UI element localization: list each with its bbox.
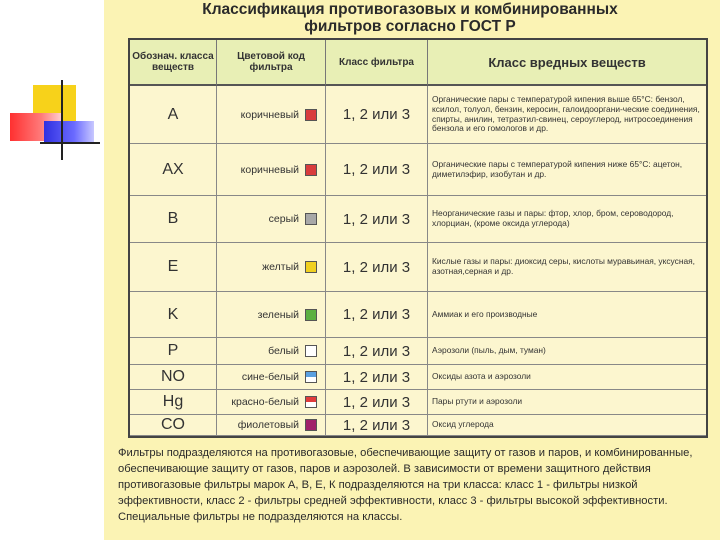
color-swatch	[305, 371, 317, 383]
filter-class: 1, 2 или 3	[326, 144, 428, 195]
color-name: белый	[268, 345, 299, 357]
color-name: коричневый	[240, 163, 299, 176]
color-name: сине-белый	[241, 371, 299, 383]
color-code-cell	[217, 292, 326, 337]
color-code-cell	[217, 365, 326, 389]
substance-code: A	[130, 86, 217, 143]
color-name: зеленый	[257, 308, 299, 321]
substance-code: B	[130, 196, 217, 242]
filter-class: 1, 2 или 3	[326, 390, 428, 414]
substance-code: E	[130, 243, 217, 291]
table-row	[130, 86, 706, 144]
color-swatch	[305, 419, 317, 431]
color-name: желтый	[262, 261, 299, 273]
substance-code: K	[130, 292, 217, 337]
filter-class: 1, 2 или 3	[326, 292, 428, 337]
decor-blue-bar	[44, 121, 94, 143]
color-code-cell	[217, 415, 326, 435]
substance-code: P	[130, 338, 217, 364]
substance-code: NO	[130, 365, 217, 389]
substance-description: Аммиак и его производные	[432, 308, 538, 319]
header-filter-class: Класс фильтра	[326, 40, 428, 86]
table-row	[130, 196, 706, 243]
table-row	[130, 390, 706, 415]
filter-class: 1, 2 или 3	[326, 243, 428, 291]
substance-description: Оксиды азота и аэрозоли	[432, 371, 531, 382]
substance-code: CO	[130, 415, 217, 435]
color-code-cell	[217, 243, 326, 291]
header-substances: Класс вредных веществ	[428, 40, 706, 86]
color-code-cell	[217, 390, 326, 414]
footer-line: противогазовые фильтры марок А, В, Е, К подразделяются на три класса: класс 1 - фильтры низкой	[118, 479, 638, 491]
page-title	[104, 1, 716, 35]
footer-text	[118, 445, 714, 525]
color-swatch	[305, 109, 317, 121]
substance-description: Пары ртути и аэрозоли	[432, 396, 523, 407]
color-swatch	[305, 261, 317, 273]
substance-description: Аэрозоли (пыль, дым, туман)	[432, 345, 546, 356]
table-row	[130, 415, 706, 436]
table-row	[130, 365, 706, 390]
filter-class: 1, 2 или 3	[326, 338, 428, 364]
filter-class: 1, 2 или 3	[326, 415, 428, 435]
substance-description: Органические пары с температурой кипения выше 65°С: бензол, ксилол, толуол, бензин, керосин, галоидооргани-ческие соединения, спирты, анилин, тетраэтил-свинец, сероуглерод, нитросоединения бензола и его гомологов и др.	[432, 94, 700, 134]
color-swatch	[305, 396, 317, 408]
color-name: коричневый	[240, 108, 299, 121]
substance-description: Неорганические газы и пары: фтор, хлор, бром, сероводород, хлорциан, (кроме оксида углерода)	[432, 208, 674, 228]
color-name: красно-белый	[231, 396, 299, 408]
substance-code: AX	[130, 144, 217, 195]
title-line-1: Классификация противогазовых и комбинированных	[202, 1, 618, 18]
footer-line: Фильтры подразделяются на противогазовые, обеспечивающие защиту от газов и паров, и комбинированные,	[118, 447, 693, 459]
decor-vertical-line	[61, 80, 63, 160]
header-color: Цветовой код фильтра	[217, 40, 326, 86]
title-line-2: фильтров согласно ГОСТ Р	[304, 18, 516, 35]
substance-description: Органические пары с температурой кипения ниже 65°С: ацетон, диметилэфир, изобутан и др.	[432, 158, 683, 179]
filter-class: 1, 2 или 3	[326, 196, 428, 242]
color-swatch	[305, 309, 317, 321]
table-row	[130, 144, 706, 196]
substance-code: Hg	[130, 390, 217, 414]
color-name: серый	[268, 213, 299, 225]
substance-description: Кислые газы и пары: диоксид серы, кислоты муравьиная, уксусная, азотная,серная и др.	[432, 256, 695, 276]
header-code: Обознач. класса веществ	[130, 40, 217, 86]
filter-class: 1, 2 или 3	[326, 86, 428, 143]
classification-table	[128, 38, 708, 438]
color-code-cell	[217, 144, 326, 195]
color-swatch	[305, 164, 317, 176]
table-row	[130, 338, 706, 365]
color-swatch	[305, 213, 317, 225]
color-name: фиолетовый	[237, 419, 299, 431]
footer-line: эффективности, класс 2 - фильтры средней эффективности, класс 3 - фильтры высокой эффективности.	[118, 495, 668, 507]
filter-class: 1, 2 или 3	[326, 365, 428, 389]
table-row	[130, 292, 706, 338]
color-swatch	[305, 345, 317, 357]
color-code-cell	[217, 338, 326, 364]
footer-line: Специальные фильтры не подразделяются на классы.	[118, 511, 403, 523]
scanned-page	[104, 0, 720, 540]
table-row	[130, 243, 706, 292]
footer-line: обеспечивающие защиту от газов, паров и аэрозолей. В зависимости от времени защитного действия	[118, 463, 651, 475]
color-code-cell	[217, 196, 326, 242]
color-code-cell	[217, 86, 326, 143]
decor-horizontal-line	[40, 142, 100, 144]
substance-description: Оксид углерода	[432, 419, 494, 430]
